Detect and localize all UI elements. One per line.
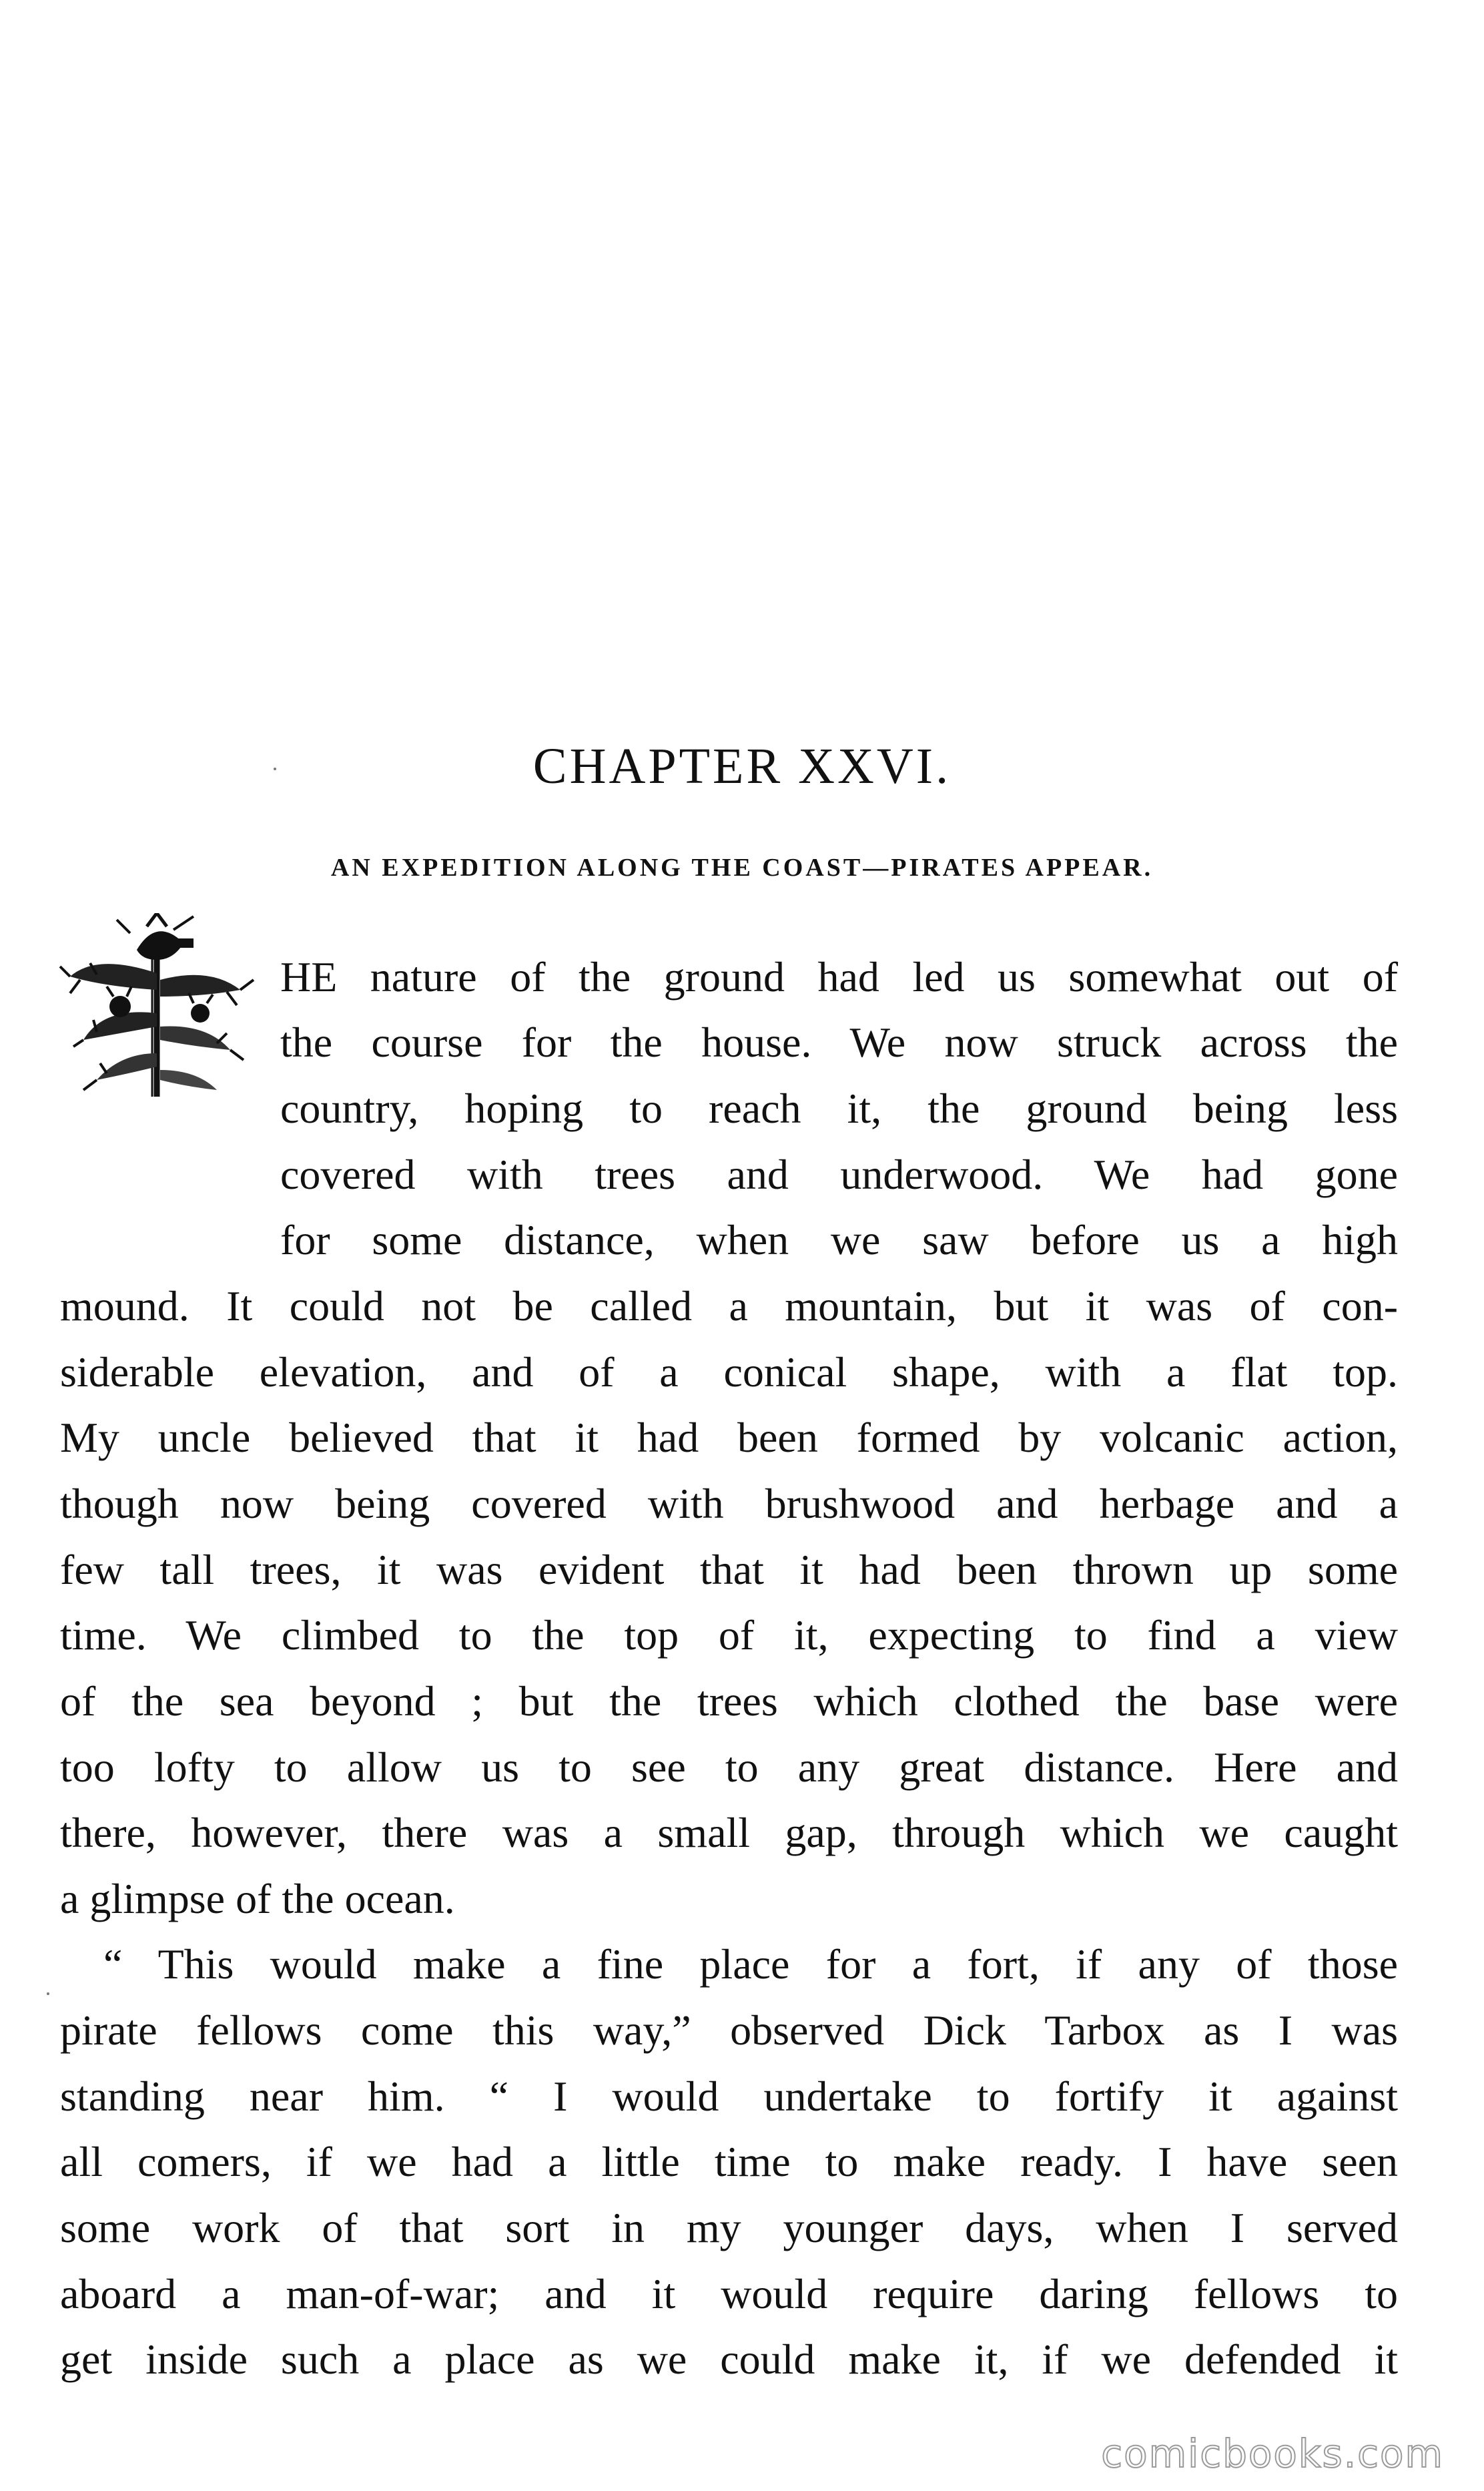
chapter-subtitle: AN EXPEDITION ALONG THE COAST—PIRATES APPEAR. bbox=[330, 854, 1154, 882]
paragraph-2-line-3: standing near him. “ I would undertake to fortify it against bbox=[60, 2072, 1398, 2120]
paragraph-2-line-1: “ This would make a fine place for a fort, if any of those bbox=[103, 1940, 1398, 1988]
paragraph-1-line-11: time. We climbed to the top of it, expecting to find a view bbox=[60, 1611, 1398, 1659]
paragraph-2-line-5: some work of that sort in my younger days, when I served bbox=[60, 2204, 1398, 2251]
paragraph-1-line-9: though now being covered with brushwood and herbage and a bbox=[60, 1480, 1398, 1527]
paragraph-1-line-6: mound. It could not be called a mountain, but it was of con- bbox=[60, 1282, 1398, 1330]
thistle-ornament-icon bbox=[57, 913, 257, 1107]
paragraph-1-line-7: siderable elevation, and of a conical shape, with a flat top. bbox=[60, 1348, 1398, 1396]
paragraph-2-line-4: all comers, if we had a little time to make ready. I have seen bbox=[60, 2138, 1398, 2185]
paragraph-1-line-12: of the sea beyond ; but the trees which clothed the base were bbox=[60, 1677, 1398, 1725]
page-speck bbox=[274, 768, 276, 770]
paragraph-1-line-3: country, hoping to reach it, the ground being less bbox=[280, 1085, 1398, 1132]
chapter-title: CHAPTER XXVI. bbox=[532, 738, 952, 794]
paragraph-1-line-8: My uncle believed that it had been formed by volcanic action, bbox=[60, 1414, 1398, 1461]
paragraph-2-line-2: pirate fellows come this way,” observed Dick Tarbox as I was bbox=[60, 2006, 1398, 2054]
thistle-drop-cap-art bbox=[57, 913, 257, 1107]
paragraph-1-line-10: few tall trees, it was evident that it had been thrown up some bbox=[60, 1546, 1398, 1593]
paragraph-2-line-7: get inside such a place as we could make it, if we defended it bbox=[60, 2335, 1398, 2383]
paragraph-1-line-1: HE nature of the ground had led us somewhat out of bbox=[280, 953, 1398, 1001]
paragraph-1-line-2: the course for the house. We now struck across the bbox=[280, 1019, 1398, 1066]
paragraph-2-line-6: aboard a man-of-war; and it would require daring fellows to bbox=[60, 2270, 1398, 2317]
paragraph-1-line-15: a glimpse of the ocean. bbox=[60, 1875, 455, 1922]
paragraph-1-line-5: for some distance, when we saw before us a high bbox=[280, 1216, 1398, 1264]
page-speck bbox=[47, 1992, 49, 1995]
watermark-text: comicbooks.com bbox=[1101, 2431, 1444, 2476]
paragraph-1-line-13: too lofty to allow us to see to any great distance. Here and bbox=[60, 1743, 1398, 1791]
paragraph-1-line-4: covered with trees and underwood. We had gone bbox=[280, 1151, 1398, 1198]
paragraph-1-line-14: there, however, there was a small gap, through which we caught bbox=[60, 1809, 1398, 1856]
